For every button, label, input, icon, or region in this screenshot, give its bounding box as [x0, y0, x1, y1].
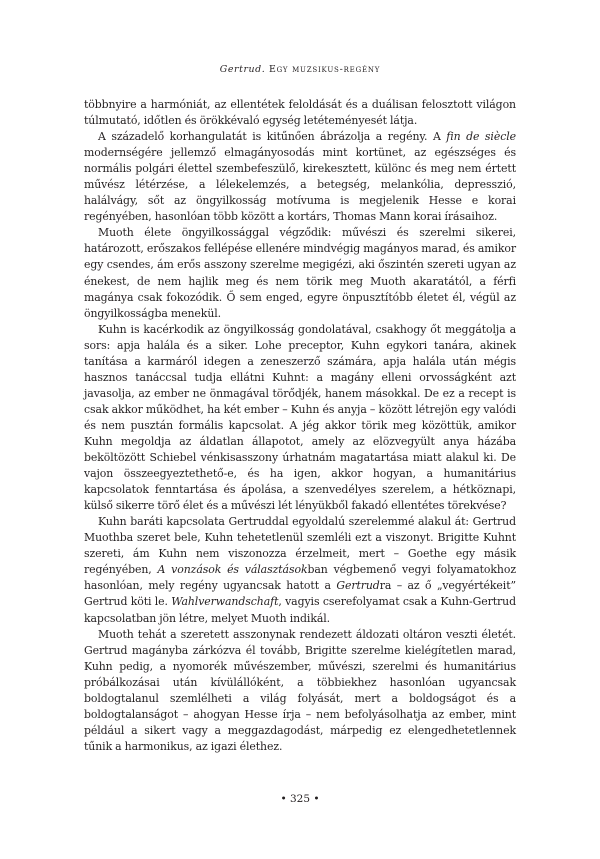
running-head [0, 64, 600, 75]
paragraph-text: A századelő korhangulatát is kitűnően ábrázolja a regény. A [98, 130, 447, 144]
paragraph-text: ban végbemenő vegyi folyamatokhoz hasonlóan, mely regény ugyancsak hatott a [84, 563, 516, 593]
paragraph-text: Muoth tehát a szeretett asszonynak rendezett áldozati oltáron veszti életét. Gertrud magányba zárkózva él tovább, Brigitte szerelme kielégítetlen marad, Kuhn pedig, a nyomorék művészember, művészi, szerelmi és humanitárius próbálkozásai után kívülállóként, a többiekhez hasonlóan ugyancsak boldogtalanul szemlélheti a világ folyását, mert a boldogságot és a boldogtalanságot – ahogyan Hesse írja – nem befolyásolhatja az ember, mint például a sikert vagy a meggazdagodást, márpedig ez elengedhetetlennek tűnik a harmonikus, az igazi élethez. [84, 627, 516, 753]
paragraph-3 [84, 225, 516, 321]
paragraph-4 [84, 322, 516, 515]
paragraph-5 [84, 514, 516, 626]
paragraph-text: Kuhn baráti kapcsolata Gertruddal egyoldalú szerelemmé alakul át: Gertrud Muothba szeret bele, Kuhn tehetetlenül szemléli ezt a viszonyt. Brigitte Kuhnt szereti, ám Kuhn nem viszonozza érzelmeit, mert – Goethe egy másik regényében, [84, 515, 516, 577]
paragraph-text: Muoth élete öngyilkossággal végződik: művészi és szerelmi sikerei, határozott, erőszakos fellépése ellenére mindvégig magányos marad, és amikor egy csendes, ám erős asszony szerelme megigézi, aki őszintén szereti ugyan az énekest, de nem hajlik meg és nem törik meg Muoth akaratától, a férfi magánya csak fokozódik. Ő sem enged, egyre önpusztítóbb életet él, végül az öngyilkosságba menekül. [84, 226, 517, 320]
paragraph-2 [84, 129, 516, 225]
italic-term-wahlverwandschaft: Wahlverwandschaft [171, 595, 279, 609]
paragraph-6 [84, 627, 516, 755]
italic-title-vonzasok: A vonzások és választások [157, 563, 308, 577]
body-text [84, 97, 516, 755]
paragraph-text: ra – az ő „vegyértékeit” Gertrud köti le. [84, 579, 516, 609]
paragraph-text: , vagyis cserefolyamat csak a Kuhn-Gertrud kapcsolatban jön létre, melyet Muoth indikál. [84, 595, 517, 625]
paragraph-text: többnyire a harmóniát, az ellentétek feloldását és a duálisan felosztott világon túlmutató, időtlen és örökkévaló egység letéteményesét látja. [84, 98, 516, 128]
page-number: • 325 • [280, 793, 320, 805]
paragraph-text: modernségére jellemző elmagányosodás mint kortünet, az egészséges és normális polgári élettel szembefeszülő, kirekesztett, különc és meg nem értett művész létérzése, a lélekelemzés, a betegség, melankólia, depresszió, halálvágy, sőt az öngyilkosság motívuma is megjelenik Hesse e korai regényében, hasonlóan több között a kortárs, Thomas Mann korai írásaihoz. [84, 146, 516, 224]
italic-title-gertrud: Gertrud [336, 579, 380, 593]
paragraph-1 [84, 97, 516, 129]
running-head-subtitle: Egy muzsikus-regény [268, 64, 381, 75]
italic-term-fin-de-siecle: fin de siècle [446, 130, 516, 144]
running-head-title: Gertrud. [219, 64, 266, 75]
paragraph-text: Kuhn is kacérkodik az öngyilkosság gondolatával, csakhogy őt meggátolja a sors: apja halála és a siker. Lohe preceptor, Kuhn egykori tanára, akinek tanítása a karmáról idegen a zeneszerző számára, apja halála után mégis hasznos tanáccsal tudja ellátni Kuhnt: a magány elleni orvosságként azt javasolja, az ember ne önmagával törődjék, hanem másokkal. De ez a recept is csak akkor működhet, ha két ember – Kuhn és anyja – között létrejön egy valódi és nem pusztán formális kapcsolat. A jég akkor törik meg közöttük, amikor Kuhn megoldja az áldatlan állapotot, amely az elözvegyült anya házába beköltözött Schiebel vénkisasszony úrhatnám magatartása miatt alakul ki. De vajon összeegyeztethető-e, és ha igen, akkor hogyan, a humanitárius kapcsolatok fenntartása és ápolása, a szenvedélyes szerelem, a hétköznapi, külső sikerre törő élet és a művészi lét lényükből fakadó ellentétes törekvése? [84, 322, 516, 513]
